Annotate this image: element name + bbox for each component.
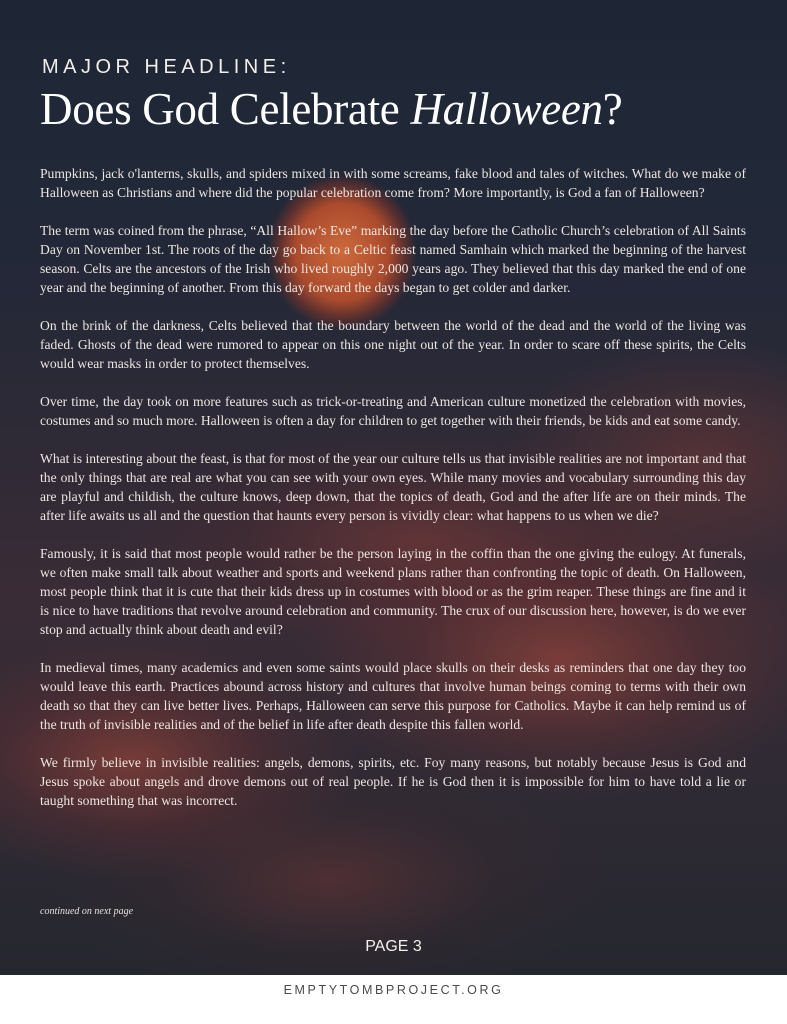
page-title (40, 80, 622, 138)
paragraph-1: Pumpkins, jack o'lanterns, skulls, and spiders mixed in with some screams, fake blood and tales of witches. What do we make of Halloween as Christians and where did the popular celebration come from? More importantly, is God a fan of Halloween? (40, 166, 746, 200)
footer-bar (0, 975, 787, 1024)
title-part-1: Does God Celebrate (40, 84, 411, 134)
page-number: PAGE 3 (365, 938, 422, 955)
continued-note: continued on next page (40, 906, 134, 917)
paragraph-8: We firmly believe in invisible realities: angels, demons, spirits, etc. Foy many reasons, but notably because Jesus is God and Jesus spoke about angels and drove demons out of real people. If he is God then it is impossible for him to have told a lie or taught something that was incorrect. (40, 755, 746, 808)
paragraph-5: What is interesting about the feast, is that for most of the year our culture tells us that invisible realities are not important and that the only things that are real are what you can see with your own eyes. While many movies and vocabulary surrounding this day are playful and childish, the culture knows, deep down, that the topics of death, God and the after life are on their minds. The after life awaits us all and the question that haunts every person is vividly clear: what happens to us when we die? (40, 451, 746, 523)
paragraph-6: Famously, it is said that most people would rather be the person laying in the coffin than the one giving the eulogy. At funerals, we often make small talk about weather and sports and weekend plans rather than confronting the topic of death. On Halloween, most people think that it is cute that their kids dress up in costumes with blood or as the grim reaper. These things are fine and it is nice to have traditions that revolve around celebration and community. The crux of our discussion here, however, is do we ever stop and actually think about death and evil? (40, 546, 746, 637)
kicker-label: MAJOR HEADLINE: (42, 56, 291, 78)
paragraph-4: Over time, the day took on more features such as trick-or-treating and American culture monetized the celebration with movies, costumes and so much more. Halloween is often a day for children to get together with their friends, be kids and eat some candy. (40, 394, 746, 428)
article-body (40, 164, 746, 829)
paragraph-3: On the brink of the darkness, Celts believed that the boundary between the world of the dead and the world of the living was faded. Ghosts of the dead were rumored to appear on this one night out of the year. In order to scare off these spirits, the Celts would wear masks in order to protect themselves. (40, 318, 746, 371)
paragraph-7: In medieval times, many academics and even some saints would place skulls on their desks as reminders that one day they too would leave this earth. Practices abound across history and cultures that involve human beings coming to terms with their own death so that they can live better lives. Perhaps, Halloween can serve this purpose for Catholics. Maybe it can help remind us of the truth of invisible realities and of the belief in life after death despite this fallen world. (40, 660, 746, 732)
title-emphasis: Halloween (410, 84, 603, 134)
footer-url-link[interactable]: EMPTYTOMBPROJECT.ORG (283, 983, 504, 997)
paragraph-2: The term was coined from the phrase, “All Hallow’s Eve” marking the day before the Catholic Church’s celebration of All Saints Day on November 1st. The roots of the day go back to a Celtic feast named Samhain which marked the beginning of the harvest season. Celts are the ancestors of the Irish who lived roughly 2,000 years ago. They believed that this day marked the end of one year and the beginning of another. From this day forward the days began to get colder and darker. (40, 223, 746, 295)
title-part-2: ? (602, 84, 623, 134)
